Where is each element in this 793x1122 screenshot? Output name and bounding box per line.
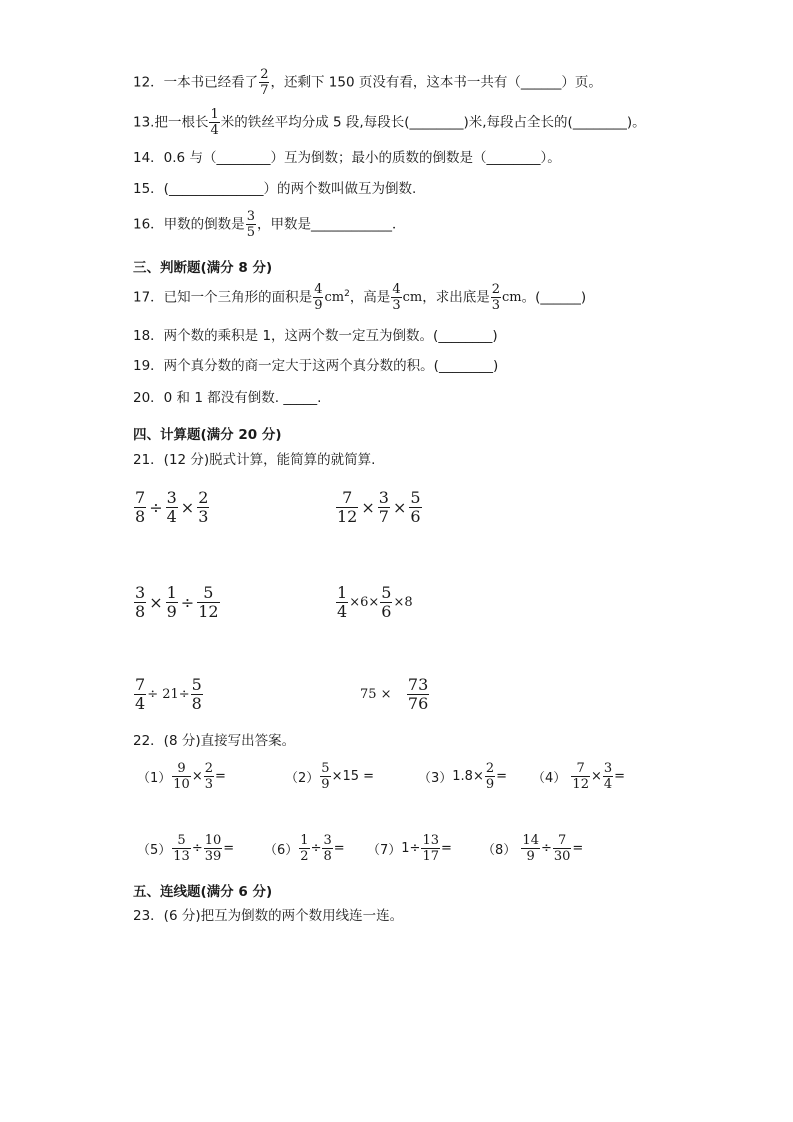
oral-problem-6: （6） $\frac{1}{2}$ ÷ $\frac{3}{8}$ =	[264, 833, 345, 864]
calc-expression-4: $\frac{1}{4}$ ×6× $\frac{5}{6}$ ×8	[337, 583, 413, 621]
fraction: $\frac{3}{5}$	[246, 209, 255, 240]
question-17: 17．已知一个三角形的面积是 $\frac{4}{9}$ $cm^2$，高是 $\frac{4}{3}$ cm，求出底是 $\frac{2}{3}$ cm。(______)	[133, 282, 587, 313]
question-16: 16．甲数的倒数是 $\frac{3}{5}$ ，甲数是____________．	[133, 209, 406, 240]
fraction: $\frac{1}{4}$	[210, 107, 219, 138]
question-21: 21．(12 分)脱式计算，能简算的就简算.	[133, 452, 376, 468]
question-12: 12．一本书已经看了 $\frac{2}{7}$ ，还剩下 150 页没有看，这本书一共有（______）页。	[133, 67, 602, 98]
question-15: 15．(______________）的两个数叫做互为倒数.	[133, 181, 417, 197]
question-13: 13.把一根长 $\frac{1}{4}$ 米的铁丝平均分成 5 段,每段长(________)米,每段占全长的(________)。	[133, 107, 646, 138]
calc-expression-3: $\frac{3}{8}$ × $\frac{1}{9}$ ÷ $\frac{5}{12}$	[135, 583, 219, 621]
section-heading-matching: 五、连线题(满分 6 分)	[133, 884, 273, 900]
oral-problem-4: （4） $\frac{7}{12}$ × $\frac{3}{4}$ =	[532, 761, 626, 792]
oral-problem-7: （7）1÷ $\frac{13}{17}$ =	[367, 833, 452, 864]
question-23: 23．(6 分)把互为倒数的两个数用线连一连。	[133, 908, 404, 924]
question-22: 22．(8 分)直接写出答案。	[133, 733, 296, 749]
calc-expression-1: $\frac{7}{8}$ ÷ $\frac{3}{4}$ × $\frac{2}{3}$	[135, 488, 209, 526]
calc-expression-5: $\frac{7}{4}$ ÷ 21÷ $\frac{5}{8}$	[135, 675, 202, 713]
question-19: 19．两个真分数的商一定大于这两个真分数的积。(________)	[133, 358, 499, 374]
question-20: 20．0 和 1 都没有倒数. _____.	[133, 390, 322, 406]
oral-problem-2: （2） $\frac{5}{9}$ ×15 =	[285, 761, 375, 792]
oral-problem-5: （5） $\frac{5}{13}$ ÷ $\frac{10}{39}$ =	[137, 833, 235, 864]
calc-expression-2: $\frac{7}{12}$ × $\frac{3}{7}$ × $\frac{5}{6}$	[337, 488, 421, 526]
calc-expression-6: 75 × $\frac{73}{76}$	[360, 675, 429, 713]
oral-problem-8: （8） $\frac{14}{9}$ ÷ $\frac{7}{30}$ =	[482, 833, 584, 864]
fraction: $\frac{2}{7}$	[260, 67, 269, 98]
question-14: 14．0.6 与（________）互为倒数；最小的质数的倒数是（________）。	[133, 150, 561, 166]
section-heading-judge: 三、判断题(满分 8 分)	[133, 260, 273, 276]
question-18: 18．两个数的乘积是 1，这两个数一定互为倒数。(________)	[133, 328, 498, 344]
section-heading-calc: 四、计算题(满分 20 分)	[133, 427, 282, 443]
oral-problem-3: （3）1.8× $\frac{2}{9}$ =	[418, 761, 508, 792]
oral-problem-1: （1） $\frac{9}{10}$ × $\frac{2}{3}$ =	[137, 761, 226, 792]
